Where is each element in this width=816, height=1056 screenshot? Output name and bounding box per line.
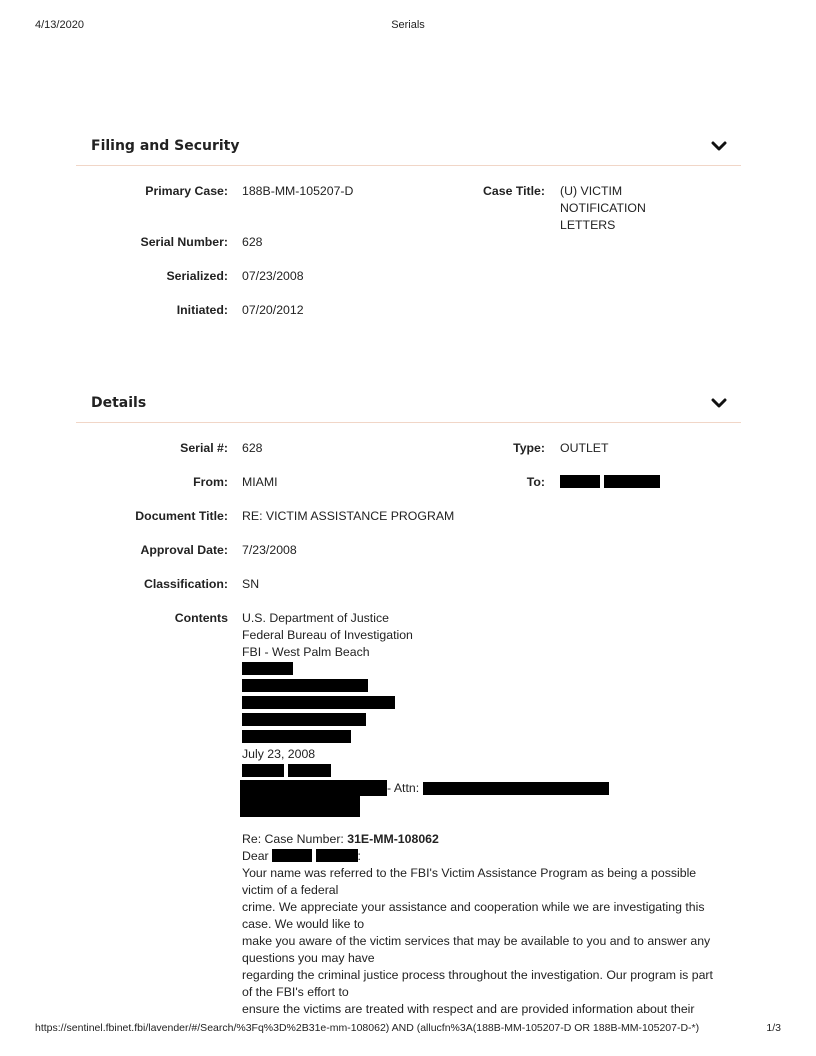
body-line: case. We would like to (242, 917, 365, 931)
details-header[interactable] (76, 390, 741, 423)
serial-number-value: 628 (242, 235, 263, 249)
primary-case-value: 188B-MM-105207-D (242, 184, 354, 198)
approval-value: 7/23/2008 (242, 543, 297, 557)
salutation (242, 848, 722, 865)
letter-line: U.S. Department of Justice (242, 611, 389, 625)
letter-line: FBI - West Palm Beach (242, 645, 370, 659)
print-date: 4/13/2020 (35, 19, 84, 31)
re-prefix: Re: Case Number: (242, 832, 348, 846)
body-line: regarding the criminal justice process throughout the investigation. Our program is part (242, 968, 713, 982)
redaction (423, 782, 609, 795)
redaction (242, 696, 395, 709)
doc-title-label: Document Title: (135, 509, 228, 523)
body-line: questions you may have (242, 951, 375, 965)
section-title: Filing and Security (91, 138, 240, 154)
serial-number-label: Serial Number: (140, 235, 228, 249)
serialized-label: Serialized: (166, 269, 228, 283)
classification-value: SN (242, 577, 260, 591)
type-label: Type: (513, 441, 545, 455)
to-value-redacted (560, 474, 670, 491)
doc-title-value: RE: VICTIM ASSISTANCE PROGRAM (242, 509, 455, 523)
approval-label: Approval Date: (140, 543, 228, 557)
print-header (35, 19, 781, 33)
body-line: Your name was referred to the FBI's Victim Assistance Program as being a possible (242, 866, 697, 880)
body-line: of the FBI's effort to (242, 985, 349, 999)
redaction (242, 730, 351, 743)
initiated-value: 07/20/2012 (242, 303, 304, 317)
redaction (272, 849, 312, 862)
serial-value: 628 (242, 441, 263, 455)
redacted-line (242, 729, 722, 746)
contents-row (76, 610, 741, 1030)
serialized-value: 07/23/2008 (242, 269, 304, 283)
initiated-label: Initiated: (176, 303, 228, 317)
redaction (560, 475, 600, 488)
body-line: crime. We appreciate your assistance and cooperation while we are investigating this (242, 900, 705, 914)
case-title-value: (U) VICTIM NOTIFICATION LETTERS (560, 184, 646, 232)
serial-label: Serial #: (180, 441, 228, 455)
redacted-line (242, 712, 722, 729)
re-line (242, 831, 722, 848)
print-title: Serials (391, 19, 425, 31)
redaction (242, 679, 368, 692)
type-value: OUTLET (560, 441, 609, 455)
redacted-line (242, 661, 722, 678)
print-url: https://sentinel.fbinet.fbi/lavender/#/Search/%3Fq%3D%2B31e-mm-108062) AND (allucfn%3A(188B-MM-105207-D OR 188B-MM-105207-D-*) (35, 1022, 700, 1034)
redaction (288, 764, 331, 777)
filing-security-header[interactable] (76, 133, 741, 166)
filing-security-section (76, 133, 741, 317)
redacted-line (242, 678, 722, 695)
redaction (242, 764, 284, 777)
details-section (76, 390, 741, 1016)
redacted-line (242, 695, 722, 712)
attn-label: - Attn: (387, 781, 420, 795)
colon: : (357, 849, 361, 863)
body-line: ensure the victims are treated with respect and are provided information about their (242, 1002, 695, 1016)
dear-label: Dear (242, 849, 269, 863)
contents-label: Contents (174, 611, 228, 625)
letter-contents (242, 610, 722, 1018)
case-title-label: Case Title: (483, 184, 545, 198)
attn-block (242, 780, 722, 831)
primary-case-label: Primary Case: (145, 184, 228, 198)
case-number: 31E-MM-108062 (347, 832, 439, 846)
redaction (240, 794, 360, 817)
from-label: From: (193, 475, 228, 489)
section-title: Details (91, 395, 147, 411)
letter-date: July 23, 2008 (242, 747, 316, 761)
redaction (242, 713, 366, 726)
page-number: 1/3 (766, 1022, 781, 1034)
redaction (242, 662, 293, 675)
to-label: To: (526, 475, 545, 489)
chevron-down-icon[interactable] (711, 140, 727, 152)
from-value: MIAMI (242, 475, 278, 489)
letter-line: Federal Bureau of Investigation (242, 628, 413, 642)
chevron-down-icon[interactable] (711, 397, 727, 409)
redacted-line (242, 763, 722, 780)
redaction (316, 849, 358, 862)
redaction (604, 475, 660, 488)
body-line: make you aware of the victim services that may be available to you and to answer any (242, 934, 711, 948)
classification-label: Classification: (143, 577, 228, 591)
body-line: victim of a federal (242, 883, 339, 897)
